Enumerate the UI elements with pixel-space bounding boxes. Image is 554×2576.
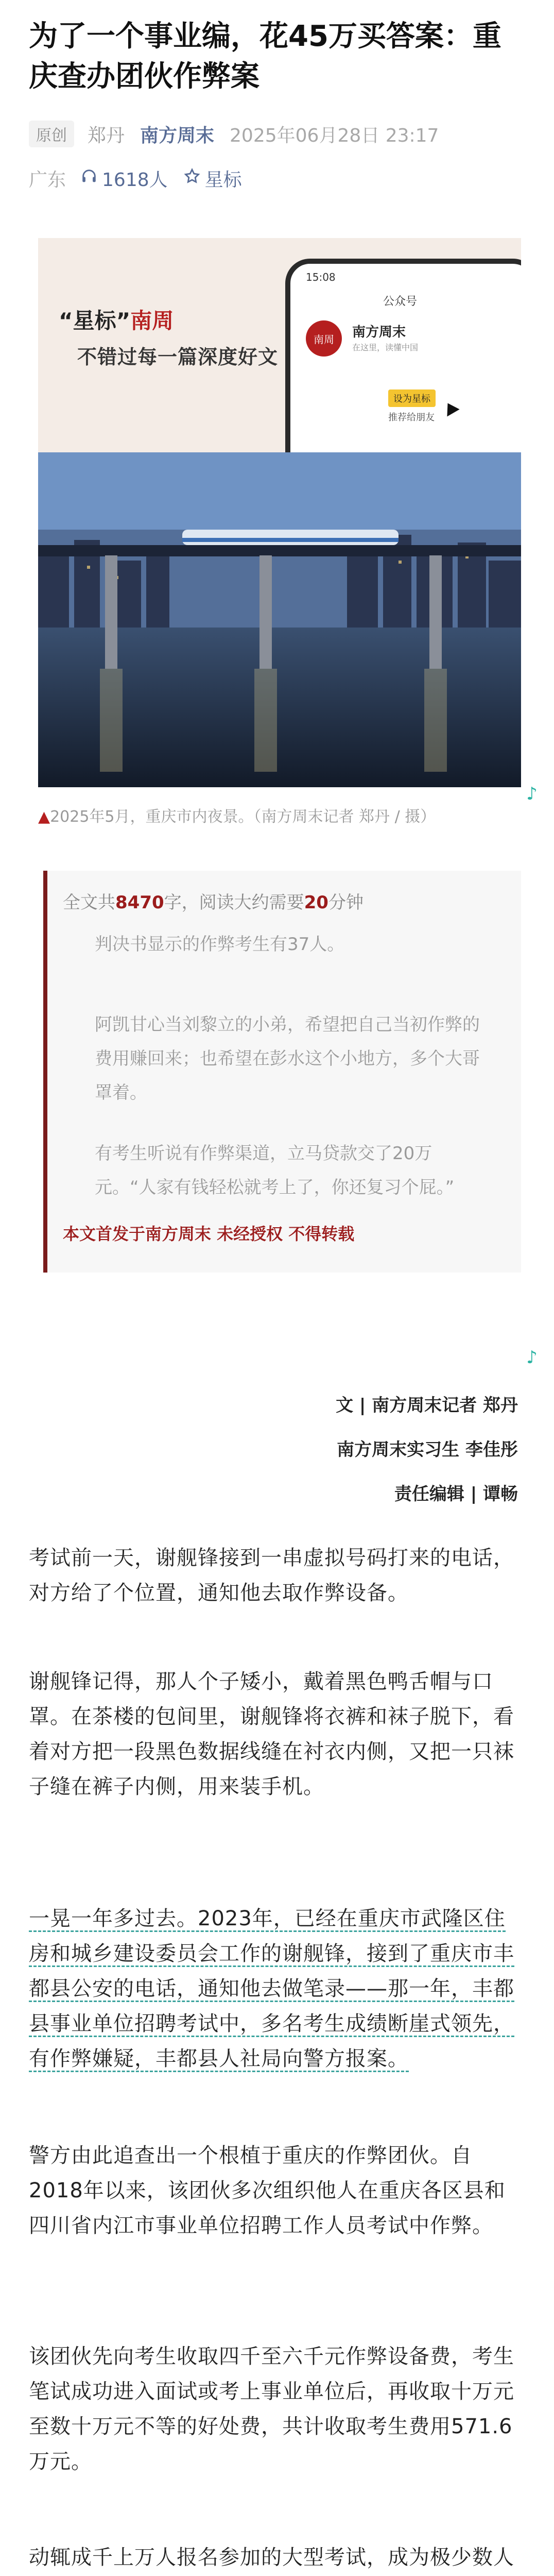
- star-promo-banner[interactable]: [38, 238, 521, 452]
- word-count: [63, 888, 363, 913]
- word-count-mid: 字，阅读大约需要: [164, 892, 304, 913]
- word-count-prefix: 全文共: [63, 892, 115, 913]
- banner-subslogan: 不错过每一篇深度好文: [77, 346, 279, 368]
- music-note-icon[interactable]: ♪: [526, 784, 538, 804]
- music-note-icon[interactable]: ♪: [526, 1347, 538, 1368]
- summary-point: 阿凯甘心当刘黎立的小弟，希望把自己当初作弊的费用赚回来；也希望在彭水这个小地方，多个大哥罩着。: [95, 1014, 480, 1103]
- star-button[interactable]: [183, 165, 242, 192]
- credit-author: 文 | 南方周末记者 郑丹: [336, 1395, 518, 1416]
- body-paragraph: 动辄成千上万人报名参加的大型考试，成为极少数人: [29, 2546, 514, 2569]
- body-paragraph: [29, 1901, 523, 2076]
- phone-recommend-item: 推荐给朋友: [388, 412, 435, 423]
- credit-editor: 责任编辑 | 谭畅: [394, 1484, 518, 1504]
- credit-intern: 南方周末实习生 李佳彤: [337, 1439, 518, 1460]
- banner-slogan-highlight: 南周: [130, 308, 174, 333]
- cursor-icon: [441, 399, 459, 416]
- body-paragraph: 考试前一天，谢舰锋接到一串虚拟号码打来的电话，对方给了个位置，通知他去取作弊设备。: [29, 1546, 514, 1605]
- original-tag: 原创: [29, 121, 74, 147]
- body-paragraph: 该团伙先向考生收取四千至六千元作弊设备费，考生笔试成功进入面试或考上事业单位后，再收取十万元至数十万元不等的好处费，共计收取考生费用571.6万元。: [29, 2345, 514, 2473]
- star-icon: [183, 167, 201, 190]
- banner-slogan-prefix: “星标”: [59, 308, 131, 333]
- caption-marker: ▲: [38, 808, 50, 826]
- body-paragraph: 警方由此追查出一个根植于重庆的作弊团伙。自2018年以来，该团伙多次组织他人在重庆各区县和四川省内江市事业单位招聘工作人员考试中作弊。: [29, 2144, 506, 2238]
- body-paragraph: 谢舰锋记得，那人个子矮小，戴着黑色鸭舌帽与口罩。在茶楼的包间里，谢舰锋将衣裤和袜子脱下，看着对方把一段黑色数据线缝在衬衣内侧，又把一只袜子缝在裤子内侧，用来装手机。: [29, 1670, 514, 1799]
- author-name[interactable]: 郑丹: [88, 125, 125, 146]
- copyright-notice: 本文首发于南方周末 未经授权 不得转载: [63, 1224, 355, 1244]
- caption-text: 2025年5月，重庆市内夜景。（南方周末记者 郑丹 / 摄）: [50, 808, 436, 826]
- summary-point: 有考生听说有作弊渠道，立马贷款交了20万元。“人家有钱轻松就考上了，你还复习个屁。”: [95, 1143, 455, 1198]
- listen-count: 1618人: [102, 169, 168, 191]
- city-skyline-illustration: [38, 452, 521, 787]
- photo-caption: [38, 804, 532, 826]
- star-label: 星标: [204, 169, 242, 191]
- account-name-link[interactable]: 南方周末: [140, 125, 215, 146]
- highlighted-text[interactable]: 一晃一年多过去。2023年，已经在重庆市武隆区住房和城乡建设委员会工作的谢舰锋，接到了重庆市丰都县公安的电话，通知他去做笔录——那一年，丰都县事业单位招聘考试中，多名考生成绩断崖式领先，有作弊嫌疑，丰都县人社局向警方报案。: [29, 1907, 514, 2072]
- article-meta: [29, 120, 533, 148]
- word-count-number: 8470: [115, 892, 164, 913]
- phone-mockup: [285, 259, 521, 452]
- phone-status-time: 15:08: [306, 271, 336, 283]
- article-title: 为了一个事业编，花45万买答案：重庆查办团伙作弊案: [29, 20, 501, 93]
- summary-point: 判决书显示的作弊考生有37人。: [95, 934, 345, 955]
- word-count-suffix: 分钟: [328, 892, 363, 913]
- account-logo: 南周: [306, 320, 342, 357]
- ip-location: 广东: [29, 169, 66, 191]
- phone-header: 公众号: [383, 295, 418, 308]
- phone-account-name: 南方周末: [352, 325, 406, 340]
- headphones-icon: [80, 167, 98, 190]
- listen-button[interactable]: [80, 165, 168, 192]
- article-meta-row2: [29, 164, 533, 193]
- city-night-photo[interactable]: [38, 452, 521, 787]
- banner-slogan: [59, 304, 174, 335]
- phone-set-star-button: 设为星标: [388, 389, 436, 407]
- summary-box: [43, 871, 521, 1273]
- publish-date: 2025年06月28日 23:17: [230, 125, 439, 146]
- phone-account-desc: 在这里，读懂中国: [352, 343, 419, 352]
- reading-minutes: 20: [304, 892, 328, 913]
